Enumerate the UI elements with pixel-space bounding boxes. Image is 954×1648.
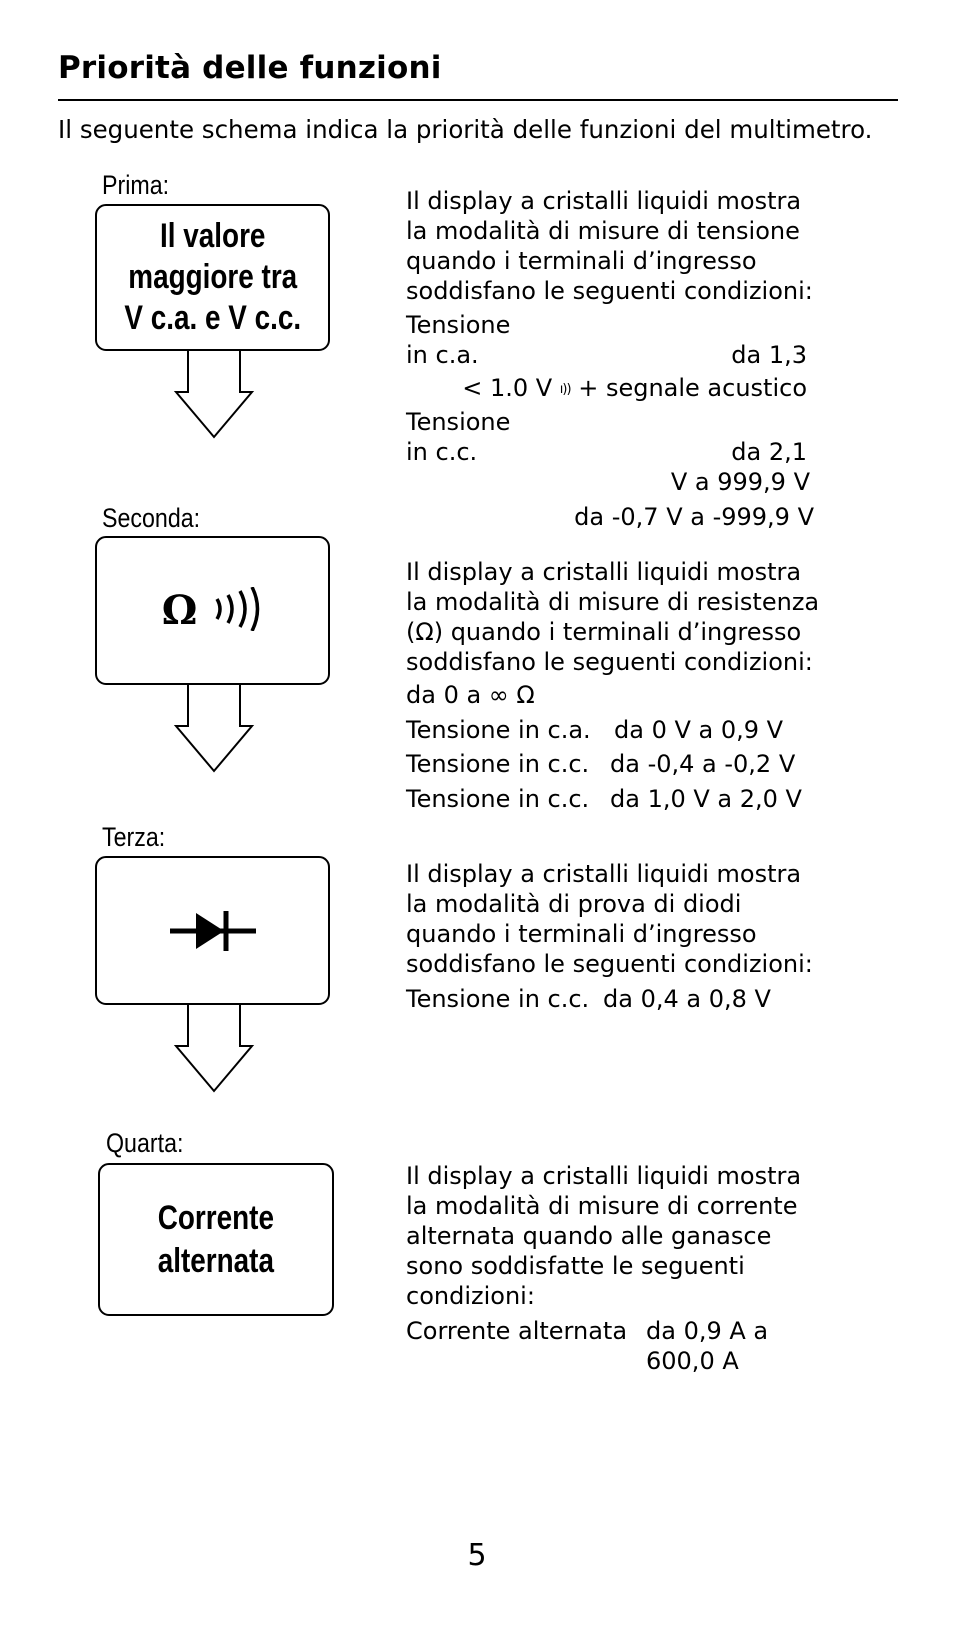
condition-label: da 0 a ∞ Ω [406, 681, 535, 709]
condition-label: Tensione in c.c. [406, 785, 590, 813]
condition-value: da 0,4 a 0,8 V [603, 985, 771, 1013]
ohm-icon: Ω [161, 587, 198, 634]
step-box-prima [95, 204, 330, 351]
page-title: Priorità delle funzioni [58, 50, 442, 86]
page-number: 5 [467, 1538, 487, 1573]
down-arrow-icon [176, 994, 276, 1094]
step-box-text: Il valore maggiore tra V c.a. e V c.c. [124, 217, 301, 337]
down-arrow-icon [176, 674, 276, 774]
step-description-seconda: Il display a cristalli liquidi mostra la modalità di misure di resistenza (Ω) quando i terminali d’ingresso soddisfano le seguenti condizioni: [406, 558, 820, 676]
condition-label: Corrente alternata [406, 1317, 628, 1345]
condition-label: Tensione in c.c. [406, 750, 590, 778]
continuity-waves-icon [211, 587, 263, 635]
condition-row [406, 715, 591, 745]
step-label-terza: Terza: [102, 822, 166, 852]
step-label-seconda: Seconda: [102, 503, 201, 533]
condition-value: da 0 V a 0,9 V [614, 716, 784, 744]
condition-ac-label-2: in c.a. [406, 341, 479, 369]
condition-label: Tensione in c.c. [406, 985, 590, 1013]
step-description-quarta: Il display a cristalli liquidi mostra la modalità di misure di corrente alternata quando alle ganasce sono soddisfatte le seguenti condizioni: [406, 1162, 802, 1310]
diode-icon [170, 908, 256, 954]
condition-dc-label-2: in c.c. [406, 438, 478, 466]
condition-row [406, 680, 535, 710]
condition-ac-value-2: < 1.0 V ı)) + segnale acustico [462, 374, 807, 402]
condition-label: Tensione in c.a. [406, 716, 591, 744]
intro-text: Il seguente schema indica la priorità delle funzioni del multimetro. [58, 115, 873, 144]
condition-ac-value-1: da 1,3 [731, 341, 807, 369]
step-description-prima: Il display a cristalli liquidi mostra la modalità di misure di tensione quando i terminali d’ingresso soddisfano le seguenti condizioni: [406, 187, 813, 305]
beeper-icon: ı)) [559, 382, 571, 397]
condition-value: da 1,0 V a 2,0 V [610, 785, 802, 813]
title-divider [58, 99, 898, 101]
step-description-terza: Il display a cristalli liquidi mostra la modalità di prova di diodi quando i terminali d’ingresso soddisfano le seguenti condizioni: [406, 860, 813, 978]
condition-row [406, 784, 589, 814]
resistance-symbols [162, 587, 264, 635]
condition-ac-label-1: Tensione [406, 311, 511, 339]
down-arrow-icon [176, 340, 276, 440]
step-box-quarta [98, 1163, 334, 1316]
condition-value: da 0,9 A a [646, 1317, 769, 1345]
condition-dc-value-2: V a 999,9 V [670, 468, 810, 496]
step-box-text: Corrente alternata [157, 1198, 275, 1280]
condition-dc-value-3: da -0,7 V a -999,9 V [574, 503, 814, 531]
step-label-quarta: Quarta: [106, 1128, 184, 1158]
step-box-terza [95, 856, 330, 1005]
condition-value: da -0,4 a -0,2 V [610, 750, 796, 778]
condition-value: 600,0 A [646, 1347, 739, 1375]
condition-dc-label-1: Tensione [406, 408, 511, 436]
step-label-prima: Prima: [102, 170, 170, 200]
condition-dc-value-1: da 2,1 [731, 438, 807, 466]
step-box-seconda [95, 536, 330, 685]
condition-row [406, 749, 589, 779]
